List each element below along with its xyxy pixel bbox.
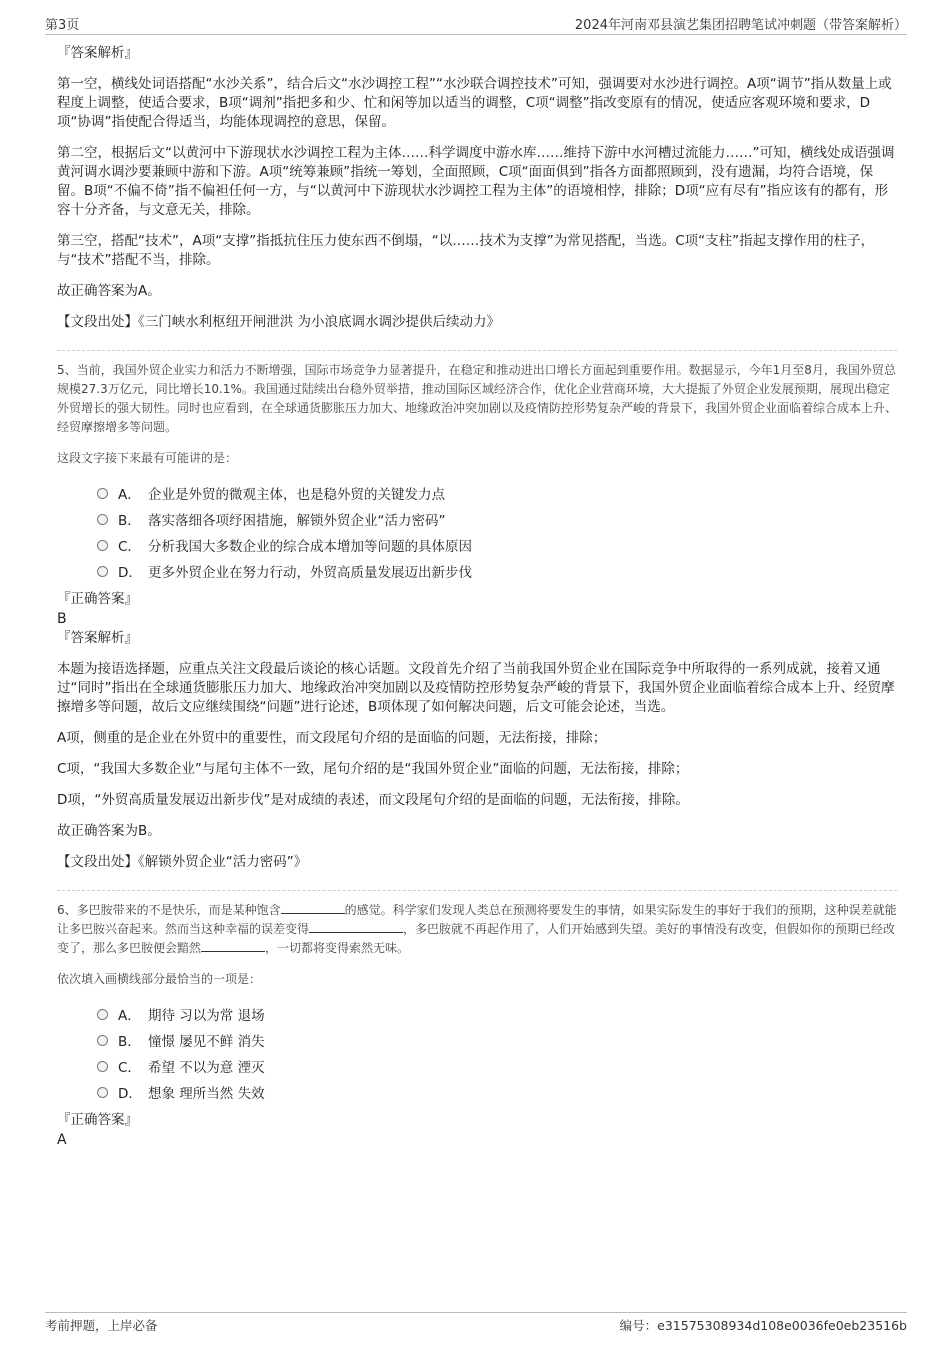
q4-analysis-heading: 『答案解析』 bbox=[57, 45, 138, 61]
q6-stem bbox=[57, 901, 897, 958]
radio-icon[interactable] bbox=[97, 514, 108, 525]
option-letter: D． bbox=[118, 565, 142, 581]
q6-stem-part-3: ，多巴胺就不再起作用了，人们开始感到失望。美好的事情没有改变，但假如你的预期已经改变了，那么多巴胺便会黯然 bbox=[57, 922, 896, 955]
q6-option-a[interactable] bbox=[97, 1001, 897, 1027]
q5-option-a[interactable] bbox=[97, 480, 897, 506]
option-text: 企业是外贸的微观主体，也是稳外贸的关键发力点 bbox=[148, 487, 445, 503]
radio-icon[interactable] bbox=[97, 1087, 108, 1098]
radio-icon[interactable] bbox=[97, 1009, 108, 1020]
q5-analysis-p1: 本题为接语选择题，应重点关注文段最后谈论的核心话题。文段首先介绍了当前我国外贸企业在国际竞争中所取得的一系列成就，接着又通过“同时”指出在全球通货膨胀压力加大、地缘政治冲突加剧以及疫情防控形势复杂严峻的背景下，我国外贸企业面临着综合成本上升、经贸摩擦增多等问题，故后文应继续围绕“问题”进行论述，B项体现了如何解决问题，后文可能会论述，当选。 bbox=[57, 661, 895, 715]
radio-icon[interactable] bbox=[97, 1061, 108, 1072]
q6-prompt: 依次填入画横线部分最恰当的一项是： bbox=[57, 972, 262, 986]
option-text: 期待 习以为常 退场 bbox=[148, 1008, 265, 1024]
q5-analysis-p3: C项，“我国大多数企业”与尾句主体不一致，尾句介绍的是“我国外贸企业”面临的问题，无法衔接，排除； bbox=[57, 761, 689, 777]
q6-option-d[interactable] bbox=[97, 1079, 897, 1105]
blank-1 bbox=[281, 901, 345, 914]
option-text: 更多外贸企业在努力行动，外贸高质量发展迈出新步伐 bbox=[148, 565, 472, 581]
q4-analysis-p2: 第二空，根据后文“以黄河中下游现状水沙调控工程为主体……科学调度中游水库……维持下游中水河槽过流能力……”可知，横线处成语强调黄河调水调沙要兼顾中游和下游。A项“统筹兼顾”指统一筹划，全面照顾，C项“面面俱到”指各方面都照顾到，没有遗漏，均符合语境，保留。B项“不偏不倚”指不偏袒任何一方，与“以黄河中下游现状水沙调控工程为主体”的语境相悖，排除；D项“应有尽有”指应该有的都有，形容十分齐备，与文意无关，排除。 bbox=[57, 145, 895, 218]
radio-icon[interactable] bbox=[97, 488, 108, 499]
q6-options bbox=[97, 1001, 897, 1105]
option-letter: C． bbox=[118, 1060, 141, 1076]
q5-answer: B bbox=[57, 611, 67, 627]
document-title: 2024年河南邓县演艺集团招聘笔试冲刺题（带答案解析） bbox=[574, 18, 907, 33]
radio-icon[interactable] bbox=[97, 566, 108, 577]
option-text: 落实落细各项纾困措施，解锁外贸企业“活力密码” bbox=[148, 513, 446, 529]
q4-conclusion: 故正确答案为A。 bbox=[57, 283, 161, 299]
q6-stem-part-2: 的感觉。科学家们发现人类总在预测将要发生的事情，如果实际发生的事好于我们的预期，这种误差就能让多巴胺兴奋起来。然而当这种幸福的误差变得 bbox=[57, 903, 897, 936]
q6-stem-part-4: ，一切都将变得索然无味。 bbox=[265, 941, 410, 955]
page-header bbox=[45, 12, 907, 35]
footer-slogan: 考前押题，上岸必备 bbox=[45, 1318, 158, 1333]
q5-option-b[interactable] bbox=[97, 506, 897, 532]
q5-analysis-heading: 『答案解析』 bbox=[57, 630, 138, 646]
q4-analysis bbox=[57, 44, 897, 332]
q6-answer: A bbox=[57, 1132, 67, 1148]
q5-option-d[interactable] bbox=[97, 558, 897, 584]
option-text: 希望 不以为意 湮灭 bbox=[148, 1060, 265, 1076]
document-body bbox=[57, 44, 897, 1150]
radio-icon[interactable] bbox=[97, 540, 108, 551]
q5-prompt: 这段文字接下来最有可能讲的是： bbox=[57, 451, 238, 465]
q5-stem: 5、当前，我国外贸企业实力和活力不断增强，国际市场竞争力显著提升，在稳定和推动进出口增长方面起到重要作用。数据显示，今年1月至8月，我国外贸总规模27.3万亿元，同比增长10.1%。我国通过陆续出台稳外贸举措，推动国际区域经济合作，优化企业营商环境，大大提振了外贸企业发展预期，展现出稳定外贸增长的强大韧性。同时也应看到，在全球通货膨胀压力加大、地缘政治冲突加剧以及疫情防控形势复杂严峻的背景下，我国外贸企业面临着综合成本上升、经贸摩擦增多等问题。 bbox=[57, 363, 898, 434]
option-letter: A． bbox=[118, 487, 141, 503]
q5-option-c[interactable] bbox=[97, 532, 897, 558]
page-footer bbox=[45, 1312, 907, 1335]
option-letter: B． bbox=[118, 513, 141, 529]
blank-2 bbox=[309, 920, 403, 933]
question-divider bbox=[57, 890, 897, 891]
q6-option-b[interactable] bbox=[97, 1027, 897, 1053]
question-divider bbox=[57, 350, 897, 351]
q4-analysis-p1: 第一空，横线处词语搭配“水沙关系”，结合后文“水沙调控工程”“水沙联合调控技术”可知，强调要对水沙进行调控。A项“调节”指从数量上或程度上调整，使适合要求，B项“调剂”指把多和少、忙和闲等加以适当的调整，C项“调整”指改变原有的情况，使适应客观环境和要求，D项“协调”指使配合得适当，均能体现调控的意思，保留。 bbox=[57, 76, 892, 130]
q5-source: 【文段出处】《解锁外贸企业“活力密码”》 bbox=[57, 854, 308, 870]
q5-analysis-p2: A项，侧重的是企业在外贸中的重要性，而文段尾句介绍的是面临的问题，无法衔接，排除； bbox=[57, 730, 607, 746]
blank-3 bbox=[201, 939, 265, 952]
q5-conclusion: 故正确答案为B。 bbox=[57, 823, 161, 839]
q6-answer-heading: 『正确答案』 bbox=[57, 1112, 138, 1128]
q6-option-c[interactable] bbox=[97, 1053, 897, 1079]
radio-icon[interactable] bbox=[97, 1035, 108, 1046]
option-letter: C． bbox=[118, 539, 141, 555]
q4-source: 【文段出处】《三门峡水利枢纽开闸泄洪 为小浪底调水调沙提供后续动力》 bbox=[57, 314, 501, 330]
q5 bbox=[57, 361, 897, 872]
option-letter: A． bbox=[118, 1008, 141, 1024]
option-letter: B． bbox=[118, 1034, 141, 1050]
option-text: 想象 理所当然 失效 bbox=[148, 1086, 265, 1102]
q4-analysis-p3: 第三空，搭配“技术”，A项“支撑”指抵抗住压力使东西不倒塌，“以……技术为支撑”为常见搭配，当选。C项“支柱”指起支撑作用的柱子，与“技术”搭配不当，排除。 bbox=[57, 233, 875, 268]
q6-stem-part-1: 6、多巴胺带来的不是快乐，而是某种饱含 bbox=[57, 903, 281, 917]
q5-analysis-p4: D项，“外贸高质量发展迈出新步伐”是对成绩的表述，而文段尾句介绍的是面临的问题，无法衔接，排除。 bbox=[57, 792, 689, 808]
page-number: 第3页 bbox=[45, 18, 80, 33]
option-letter: D． bbox=[118, 1086, 142, 1102]
q5-options bbox=[97, 480, 897, 584]
q5-answer-heading: 『正确答案』 bbox=[57, 591, 138, 607]
option-text: 憧憬 屡见不鲜 消失 bbox=[148, 1034, 265, 1050]
document-code: 编号：e31575308934d108e0036fe0eb23516b bbox=[619, 1318, 907, 1333]
q6 bbox=[57, 901, 897, 1148]
option-text: 分析我国大多数企业的综合成本增加等问题的具体原因 bbox=[148, 539, 472, 555]
